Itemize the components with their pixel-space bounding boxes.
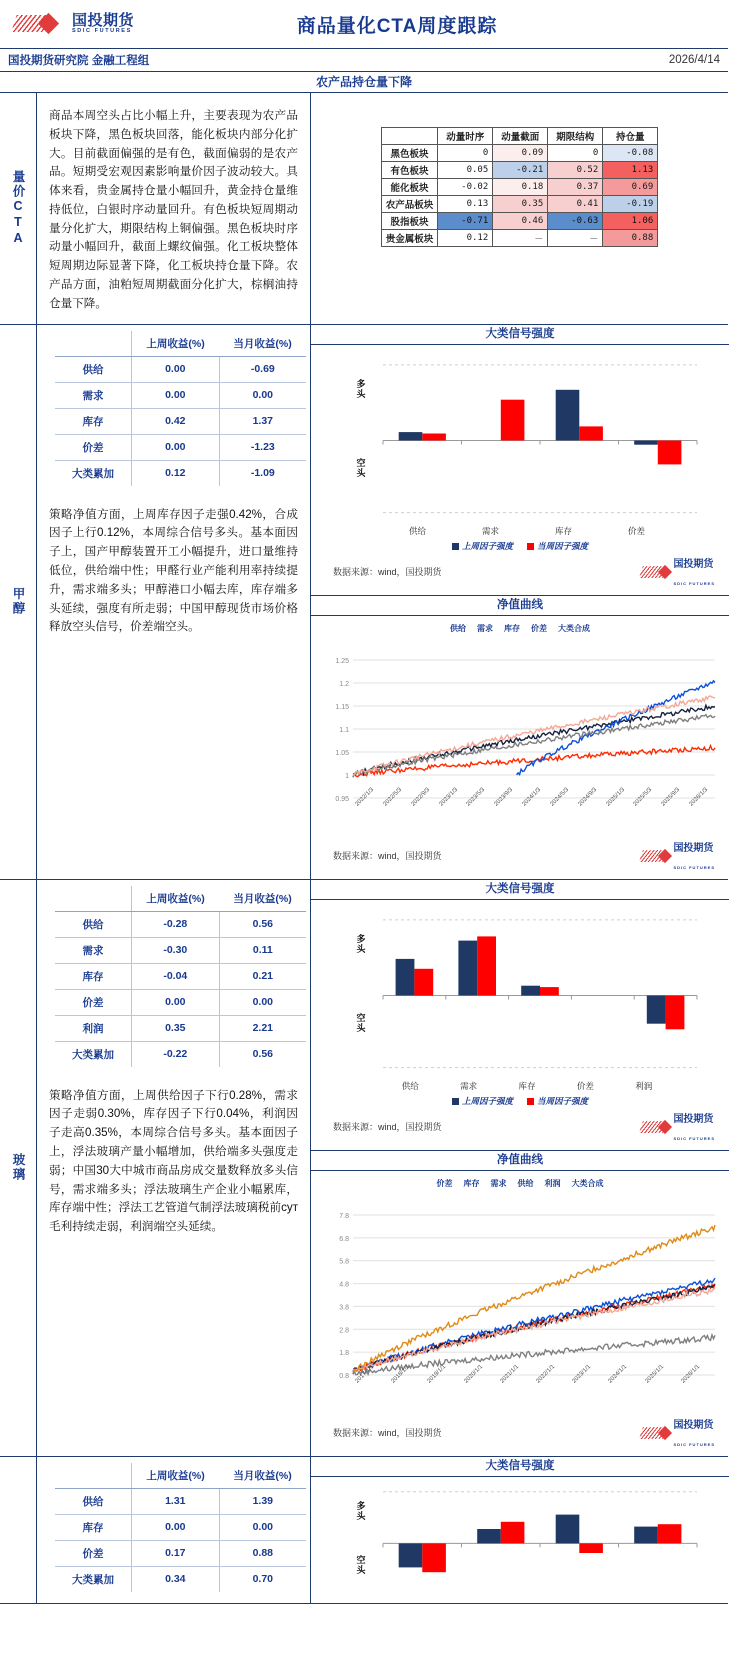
y-axis-tick: 1.05 xyxy=(335,749,349,757)
brand-name-cn: 国投期货 xyxy=(72,12,135,30)
factor-value: 0.09 xyxy=(493,145,548,162)
axis-tick-label: 需求 xyxy=(481,525,499,536)
y-axis-tick: 1.8 xyxy=(339,1349,349,1357)
sector-factor-matrix-cell xyxy=(311,93,728,324)
axis-tick-label: 2026/1/3 xyxy=(688,786,710,808)
this-month-return: 0.00 xyxy=(219,989,306,1015)
last-week-return: 0.00 xyxy=(132,356,220,382)
last-week-return: 0.00 xyxy=(132,434,220,460)
table-row xyxy=(55,989,306,1015)
axis-tick-label: 2023/5/3 xyxy=(465,786,487,808)
signal-bar xyxy=(540,987,559,995)
legend-swatch xyxy=(452,543,459,550)
signal-bar xyxy=(556,1514,580,1543)
col-header-blank xyxy=(55,1463,132,1489)
factor-value: 0.69 xyxy=(603,179,658,196)
legend-item: 大类合成 xyxy=(571,1178,604,1188)
y-axis-tick: 2.8 xyxy=(339,1326,349,1334)
row-label: 大类累加 xyxy=(55,460,132,486)
y-axis-tick: 7.8 xyxy=(339,1212,349,1220)
short-side-label: 空 头 xyxy=(356,1555,366,1575)
footer-brand-en: SDIC FUTURES xyxy=(673,864,715,870)
this-month-return: 0.00 xyxy=(219,382,306,408)
row-label: 价差 xyxy=(55,989,132,1015)
legend-item: 上周因子强度 xyxy=(452,540,513,552)
legend-item: 上周因子强度 xyxy=(452,1095,513,1107)
table-header-row xyxy=(55,886,306,912)
table-header-row xyxy=(55,331,306,357)
y-axis-tick: 0.8 xyxy=(339,1372,349,1380)
factor-value: 1.06 xyxy=(603,213,658,230)
col-header-blank xyxy=(55,331,132,357)
legend-item: 利润 xyxy=(544,1178,561,1188)
table-row xyxy=(381,196,658,213)
factor-value: 0.35 xyxy=(493,196,548,213)
axis-tick-label: 2019/1/1 xyxy=(426,1363,448,1385)
axis-tick-label: 价差 xyxy=(627,525,645,536)
row-label: 库存 xyxy=(55,1514,132,1540)
last-week-return: 0.00 xyxy=(132,1514,220,1540)
glass-charts-cell xyxy=(311,880,729,1456)
this-month-return: -1.09 xyxy=(250,467,275,480)
axis-tick-label: 2022/5/3 xyxy=(382,786,404,808)
legend-item: 库存 xyxy=(463,1178,480,1188)
factor-value: -0.08 xyxy=(603,145,658,162)
this-month-return: -1.23 xyxy=(219,434,306,460)
data-source-label: 数据来源：wind，国投期货 xyxy=(333,1428,442,1439)
this-month-return: 1.39 xyxy=(219,1488,306,1514)
footer-logo xyxy=(641,1109,715,1145)
signal-bar xyxy=(399,1543,423,1567)
y-axis-tick: 1.1 xyxy=(339,726,349,734)
y-axis-tick: 0.95 xyxy=(335,795,349,803)
axis-tick-label: 价差 xyxy=(576,1080,594,1091)
table-row xyxy=(381,179,658,196)
axis-tick-label: 2024/1/1 xyxy=(607,1363,629,1385)
brand-name-en: SDIC FUTURES xyxy=(72,28,132,35)
axis-tick-label: 2020/1/1 xyxy=(463,1363,484,1385)
signal-bar xyxy=(396,958,415,995)
signal-chart-legend xyxy=(311,1095,729,1107)
table-row xyxy=(55,408,306,434)
this-month-return: 1.37 xyxy=(219,408,306,434)
footer-brand-cn: 国投期货 xyxy=(673,842,714,854)
section-label-next xyxy=(0,1457,37,1603)
brand-logo xyxy=(14,13,134,35)
signal-chart-x-axis xyxy=(311,525,729,537)
methanol-left-cell xyxy=(37,325,311,879)
axis-tick-label: 2025/9/3 xyxy=(660,786,682,808)
legend-item: 当周因子强度 xyxy=(527,540,588,552)
next-returns-table xyxy=(55,1463,306,1592)
factor-value: -0.71 xyxy=(438,213,493,230)
axis-tick-label: 库存 xyxy=(518,1080,536,1091)
last-week-return: 0.00 xyxy=(132,989,220,1015)
methanol-nv-chart xyxy=(311,616,729,879)
this-month-return: 2.21 xyxy=(219,1015,306,1041)
section-label-methanol: 甲醇 xyxy=(0,325,37,879)
this-month-return: 0.00 xyxy=(219,1514,306,1540)
short-side-label: 空 头 xyxy=(356,458,366,478)
factor-value: 0.52 xyxy=(548,162,603,179)
legend-swatch xyxy=(452,1098,459,1105)
footer-brand-cn: 国投期货 xyxy=(673,1113,714,1125)
row-label: 供给 xyxy=(55,911,132,937)
axis-tick-label: 2025/1/1 xyxy=(644,1363,665,1385)
legend-item: 大类合成 xyxy=(558,623,590,633)
axis-tick-label: 2022/1/3 xyxy=(354,786,376,808)
factor-value: 0.88 xyxy=(603,230,658,247)
sector-factor-table xyxy=(381,127,659,247)
row-label: 大类累加 xyxy=(55,1041,132,1067)
col-header-blank xyxy=(55,886,132,912)
signal-bar xyxy=(477,936,496,995)
section-commentary-cell xyxy=(37,93,311,324)
signal-bar xyxy=(579,1543,603,1553)
factor-value: － xyxy=(548,230,603,247)
legend-item: 价差 xyxy=(531,623,547,633)
table-row xyxy=(55,382,306,408)
nv-chart-legend xyxy=(311,1178,729,1189)
legend-swatch xyxy=(527,543,534,550)
signal-bar xyxy=(458,940,477,995)
nv-chart-footer xyxy=(311,836,729,877)
last-week-return: -0.30 xyxy=(132,937,220,963)
sector-name: 黑色板块 xyxy=(381,145,438,162)
methanol-charts-cell xyxy=(311,325,729,879)
methanol-returns-table-wrap xyxy=(37,325,310,492)
row-label: 需求 xyxy=(55,382,132,408)
col-header-0: 动量时序 xyxy=(438,128,493,145)
col-header-lastweek: 上周收益(%) xyxy=(132,1463,220,1489)
col-header-2: 期限结构 xyxy=(548,128,603,145)
signal-bar xyxy=(658,440,682,464)
this-month-return: 0.56 xyxy=(219,911,306,937)
axis-tick-label: 2024/9/3 xyxy=(577,786,598,808)
col-header-3: 持仓量 xyxy=(603,128,658,145)
col-header-thismonth: 当月收益(%) xyxy=(219,1463,306,1489)
legend-item: 需求 xyxy=(490,1178,507,1188)
section-label-glass: 玻璃 xyxy=(0,880,37,1456)
axis-tick-label: 2024/1/3 xyxy=(521,786,543,808)
row-label: 供给 xyxy=(55,356,132,382)
section-next xyxy=(0,1457,728,1604)
table-corner-cell xyxy=(381,128,438,145)
next-charts-cell xyxy=(311,1457,729,1603)
last-week-return: 0.00 xyxy=(132,382,220,408)
row-label: 需求 xyxy=(55,937,132,963)
footer-brand-en: SDIC FUTURES xyxy=(673,1135,715,1141)
sector-name: 股指板块 xyxy=(381,213,438,230)
legend-item: 当周因子强度 xyxy=(527,1095,588,1107)
col-header-lastweek: 上周收益(%) xyxy=(132,886,220,912)
glass-left-cell xyxy=(37,880,311,1456)
row-label: 大类累加 xyxy=(55,1566,132,1592)
footer-logo xyxy=(641,1415,715,1451)
row-label: 利润 xyxy=(55,1015,132,1041)
footer-brand-en: SDIC FUTURES xyxy=(673,1441,715,1447)
axis-tick-label: 利润 xyxy=(635,1080,653,1091)
header-subbar xyxy=(0,49,728,72)
footer-logo xyxy=(641,838,715,874)
glass-returns-table-wrap xyxy=(37,880,310,1073)
y-axis-tick: 1 xyxy=(345,772,349,780)
methanol-signal-chart-title: 大类信号强度 xyxy=(311,325,729,345)
this-month-return: 0.88 xyxy=(219,1540,306,1566)
signal-bar xyxy=(634,440,658,444)
signal-bar xyxy=(414,968,433,995)
signal-bar xyxy=(501,399,525,440)
row-label: 供给 xyxy=(55,1488,132,1514)
signal-bar-svg xyxy=(311,1481,729,1601)
last-week-return: 0.35 xyxy=(132,1015,220,1041)
legend-item: 供给 xyxy=(517,1178,534,1188)
next-signal-chart xyxy=(311,1477,729,1603)
logo-mark-icon xyxy=(14,13,68,35)
col-header-lastweek: 上周收益(%) xyxy=(132,331,220,357)
table-header-row xyxy=(381,128,658,145)
axis-tick-label: 2023/9/3 xyxy=(493,786,515,808)
signal-chart-legend xyxy=(311,540,729,552)
factor-value: 1.13 xyxy=(603,162,658,179)
factor-value: -0.19 xyxy=(603,196,658,213)
last-week-return: 0.12 xyxy=(132,460,220,486)
glass-nv-chart-title: 净值曲线 xyxy=(311,1150,729,1171)
factor-value: 0.41 xyxy=(548,196,603,213)
sector-name: 农产品板块 xyxy=(381,196,438,213)
next-left-cell xyxy=(37,1457,311,1603)
footer-brand-en: SDIC FUTURES xyxy=(673,580,715,586)
signal-bar xyxy=(521,985,540,995)
section-methanol xyxy=(0,325,728,880)
this-month-return: 0.70 xyxy=(252,1573,274,1586)
long-side-label: 多 头 xyxy=(356,934,366,954)
axis-tick-label: 库存 xyxy=(554,525,572,536)
report-date: 2026/4/14 xyxy=(668,54,720,66)
signal-bar xyxy=(501,1521,525,1543)
y-axis-tick: 4.8 xyxy=(339,1281,349,1289)
table-row xyxy=(55,356,306,382)
this-month-return: -0.69 xyxy=(219,356,306,382)
table-row xyxy=(55,434,306,460)
methanol-returns-table xyxy=(55,331,306,486)
glass-nv-chart xyxy=(311,1171,729,1456)
axis-tick-label: 供给 xyxy=(408,525,426,536)
sector-name: 有色板块 xyxy=(381,162,438,179)
net-value-svg xyxy=(311,634,729,802)
signal-bar xyxy=(647,995,666,1023)
signal-bar xyxy=(556,389,580,440)
row-label: 价差 xyxy=(55,1540,132,1566)
last-week-return: 0.42 xyxy=(132,408,220,434)
glass-commentary: 策略净值方面，上周供给因子下行0.28%，需求因子走弱0.30%，库存因子下行0.04%，利润因子走高0.35%，本周综合信号多头。基本面因子上，浮法玻璃产量小幅增加，供给端多头强度走弱；中国30大中城市商品房成交量数释放多头信号，需求端多头；浮法玻璃生产企业小幅累库，库存端中性；浮法工艺管道气制浮法玻璃税前сут毛利持续走弱，利润端空头延续。 xyxy=(49,1088,298,1234)
section-label-quantprice: 量价CTA xyxy=(0,93,37,324)
this-month-return: 0.11 xyxy=(219,937,306,963)
signal-chart-x-axis xyxy=(311,1080,729,1092)
section-quantprice xyxy=(0,93,728,325)
this-month-return: 0.56 xyxy=(252,1048,274,1061)
signal-chart-footer xyxy=(311,1107,729,1148)
headline-banner: 农产品持仓量下降 xyxy=(0,72,728,93)
row-label: 库存 xyxy=(55,408,132,434)
signal-bar xyxy=(634,1526,658,1543)
legend-swatch xyxy=(527,1098,534,1105)
axis-tick-label: 2022/1/1 xyxy=(535,1363,557,1385)
net-value-line xyxy=(353,705,715,777)
last-week-return: -0.28 xyxy=(132,911,220,937)
table-header-row xyxy=(55,1463,306,1489)
legend-item: 需求 xyxy=(477,623,493,633)
axis-tick-label: 2026/1/1 xyxy=(680,1363,702,1385)
axis-tick-label: 2023/1/3 xyxy=(437,786,459,808)
table-row xyxy=(55,1015,306,1041)
table-row xyxy=(55,1041,306,1067)
signal-bar xyxy=(399,432,423,440)
y-axis-tick: 5.8 xyxy=(339,1258,349,1266)
factor-value: -0.63 xyxy=(548,213,603,230)
table-row xyxy=(381,145,658,162)
y-axis-tick: 6.8 xyxy=(339,1235,349,1243)
table-row xyxy=(381,230,658,247)
axis-tick-label: 2022/9/3 xyxy=(410,786,431,808)
page-header xyxy=(0,0,728,49)
footer-brand-cn: 国投期货 xyxy=(673,1419,714,1431)
signal-bar xyxy=(579,426,603,440)
last-week-return: 0.34 xyxy=(132,1566,220,1592)
data-source-label: 数据来源：wind，国投期货 xyxy=(333,1122,442,1133)
factor-value: 0 xyxy=(548,145,603,162)
axis-tick-label: 2025/5/3 xyxy=(632,786,654,808)
glass-signal-chart-title: 大类信号强度 xyxy=(311,880,729,900)
section-glass xyxy=(0,880,728,1457)
axis-tick-label: 2017/1/1 xyxy=(354,1363,376,1385)
row-label: 价差 xyxy=(55,434,132,460)
table-row xyxy=(55,911,306,937)
short-side-label: 空 头 xyxy=(356,1013,366,1033)
next-signal-chart-title: 大类信号强度 xyxy=(311,1457,729,1477)
factor-value: -0.02 xyxy=(438,179,493,196)
col-header-thismonth: 当月收益(%) xyxy=(219,886,306,912)
y-axis-tick: 1.15 xyxy=(335,703,349,711)
glass-returns-table xyxy=(55,886,306,1067)
axis-tick-label: 2018/1/1 xyxy=(390,1363,412,1385)
table-row xyxy=(55,963,306,989)
last-week-return: -0.04 xyxy=(132,963,220,989)
table-row xyxy=(55,1514,306,1540)
y-axis-tick: 1.2 xyxy=(339,680,349,688)
table-row xyxy=(381,213,658,230)
table-row xyxy=(55,1540,306,1566)
legend-item: 供给 xyxy=(450,623,466,633)
factor-value: 0.46 xyxy=(493,213,548,230)
axis-tick-label: 2021/1/1 xyxy=(499,1363,520,1385)
department-label: 国投期货研究院 金融工程组 xyxy=(8,55,150,67)
sector-name: 贵金属板块 xyxy=(381,230,438,247)
axis-tick-label: 2024/5/3 xyxy=(549,786,571,808)
net-value-svg xyxy=(311,1189,729,1379)
table-row xyxy=(55,460,306,486)
signal-bar xyxy=(422,1543,446,1572)
factor-value: 0.13 xyxy=(438,196,493,213)
factor-value: 0 xyxy=(438,145,493,162)
data-source-label: 数据来源：wind，国投期货 xyxy=(333,851,442,862)
data-source-label: 数据来源：wind，国投期货 xyxy=(333,567,442,578)
col-header-thismonth: 当月收益(%) xyxy=(219,331,306,357)
methanol-commentary: 策略净值方面，上周库存因子走强0.42%，合成因子上行0.12%，本周综合信号多头。基本面因子上，国产甲醇装置开工小幅提升，进口量维持低位，供给端中性；甲醛行业产能利用率持续提升，需求端多头；甲醇港口小幅去库，库存端多头延续，强度有所走弱；中国甲醇现货市场价格释放空头信号，价差端空头。 xyxy=(49,507,298,634)
factor-value: 0.18 xyxy=(493,179,548,196)
signal-bar-svg xyxy=(311,904,729,1080)
page-title: 商品量化CTA周度跟踪 xyxy=(296,15,498,37)
next-returns-table-wrap xyxy=(37,1457,310,1598)
factor-value: 0.05 xyxy=(438,162,493,179)
y-axis-tick: 3.8 xyxy=(339,1303,349,1311)
last-week-return: 1.31 xyxy=(132,1488,220,1514)
sector-name: 能化板块 xyxy=(381,179,438,196)
axis-tick-label: 需求 xyxy=(460,1080,478,1091)
y-axis-tick: 1.25 xyxy=(335,657,349,665)
axis-tick-label: 2025/1/3 xyxy=(605,786,626,808)
factor-value: 0.12 xyxy=(438,230,493,247)
long-side-label: 多 头 xyxy=(356,1501,366,1521)
signal-bar-svg xyxy=(311,349,729,525)
methanol-nv-chart-title: 净值曲线 xyxy=(311,595,729,616)
signal-bar xyxy=(666,995,685,1029)
nv-chart-legend xyxy=(311,623,729,634)
glass-signal-chart xyxy=(311,900,729,1150)
long-side-label: 多 头 xyxy=(356,379,366,399)
col-header-1: 动量截面 xyxy=(493,128,548,145)
table-row xyxy=(55,1566,306,1592)
last-week-return: 0.17 xyxy=(132,1540,220,1566)
nv-chart-footer xyxy=(311,1413,729,1454)
signal-bar xyxy=(658,1524,682,1543)
table-row xyxy=(381,162,658,179)
last-week-return: -0.22 xyxy=(132,1041,220,1067)
factor-value: － xyxy=(493,230,548,247)
axis-tick-label: 供给 xyxy=(401,1080,419,1091)
legend-item: 价差 xyxy=(436,1178,453,1188)
methanol-signal-chart xyxy=(311,345,729,595)
factor-value: 0.37 xyxy=(548,179,603,196)
signal-chart-footer xyxy=(311,552,729,593)
row-label: 库存 xyxy=(55,963,132,989)
table-row xyxy=(55,1488,306,1514)
signal-bar xyxy=(477,1529,501,1543)
axis-tick-label: 2023/1/1 xyxy=(571,1363,593,1385)
net-value-line xyxy=(353,714,715,777)
table-row xyxy=(55,937,306,963)
commentary-text: 商品本周空头占比小幅上升，主要表现为农产品板块下降，黑色板块回落，能化板块内部分化扩大。目前截面偏强的是有色，截面偏弱的是农产品。短期受宏观因素影响量价因子波动较大。具体来看，贵金属持仓量小幅回升，黄金持仓量维持低位，白银时序动量回升。有色板块短周期动量分化扩大，期限结构上铜偏强。黑色板块时序动量小幅回升，截面上螺纹偏强。化工板块整体短周期边际显著下降，化工板块持仓量下降。农产品方面，油粕短周期截面分化扩大，棕榈油持仓量下降。 xyxy=(49,109,298,310)
factor-value: -0.21 xyxy=(493,162,548,179)
footer-logo xyxy=(641,554,715,590)
signal-bar xyxy=(422,433,446,440)
this-month-return: 0.21 xyxy=(219,963,306,989)
legend-item: 库存 xyxy=(504,623,520,633)
footer-brand-cn: 国投期货 xyxy=(673,558,714,570)
